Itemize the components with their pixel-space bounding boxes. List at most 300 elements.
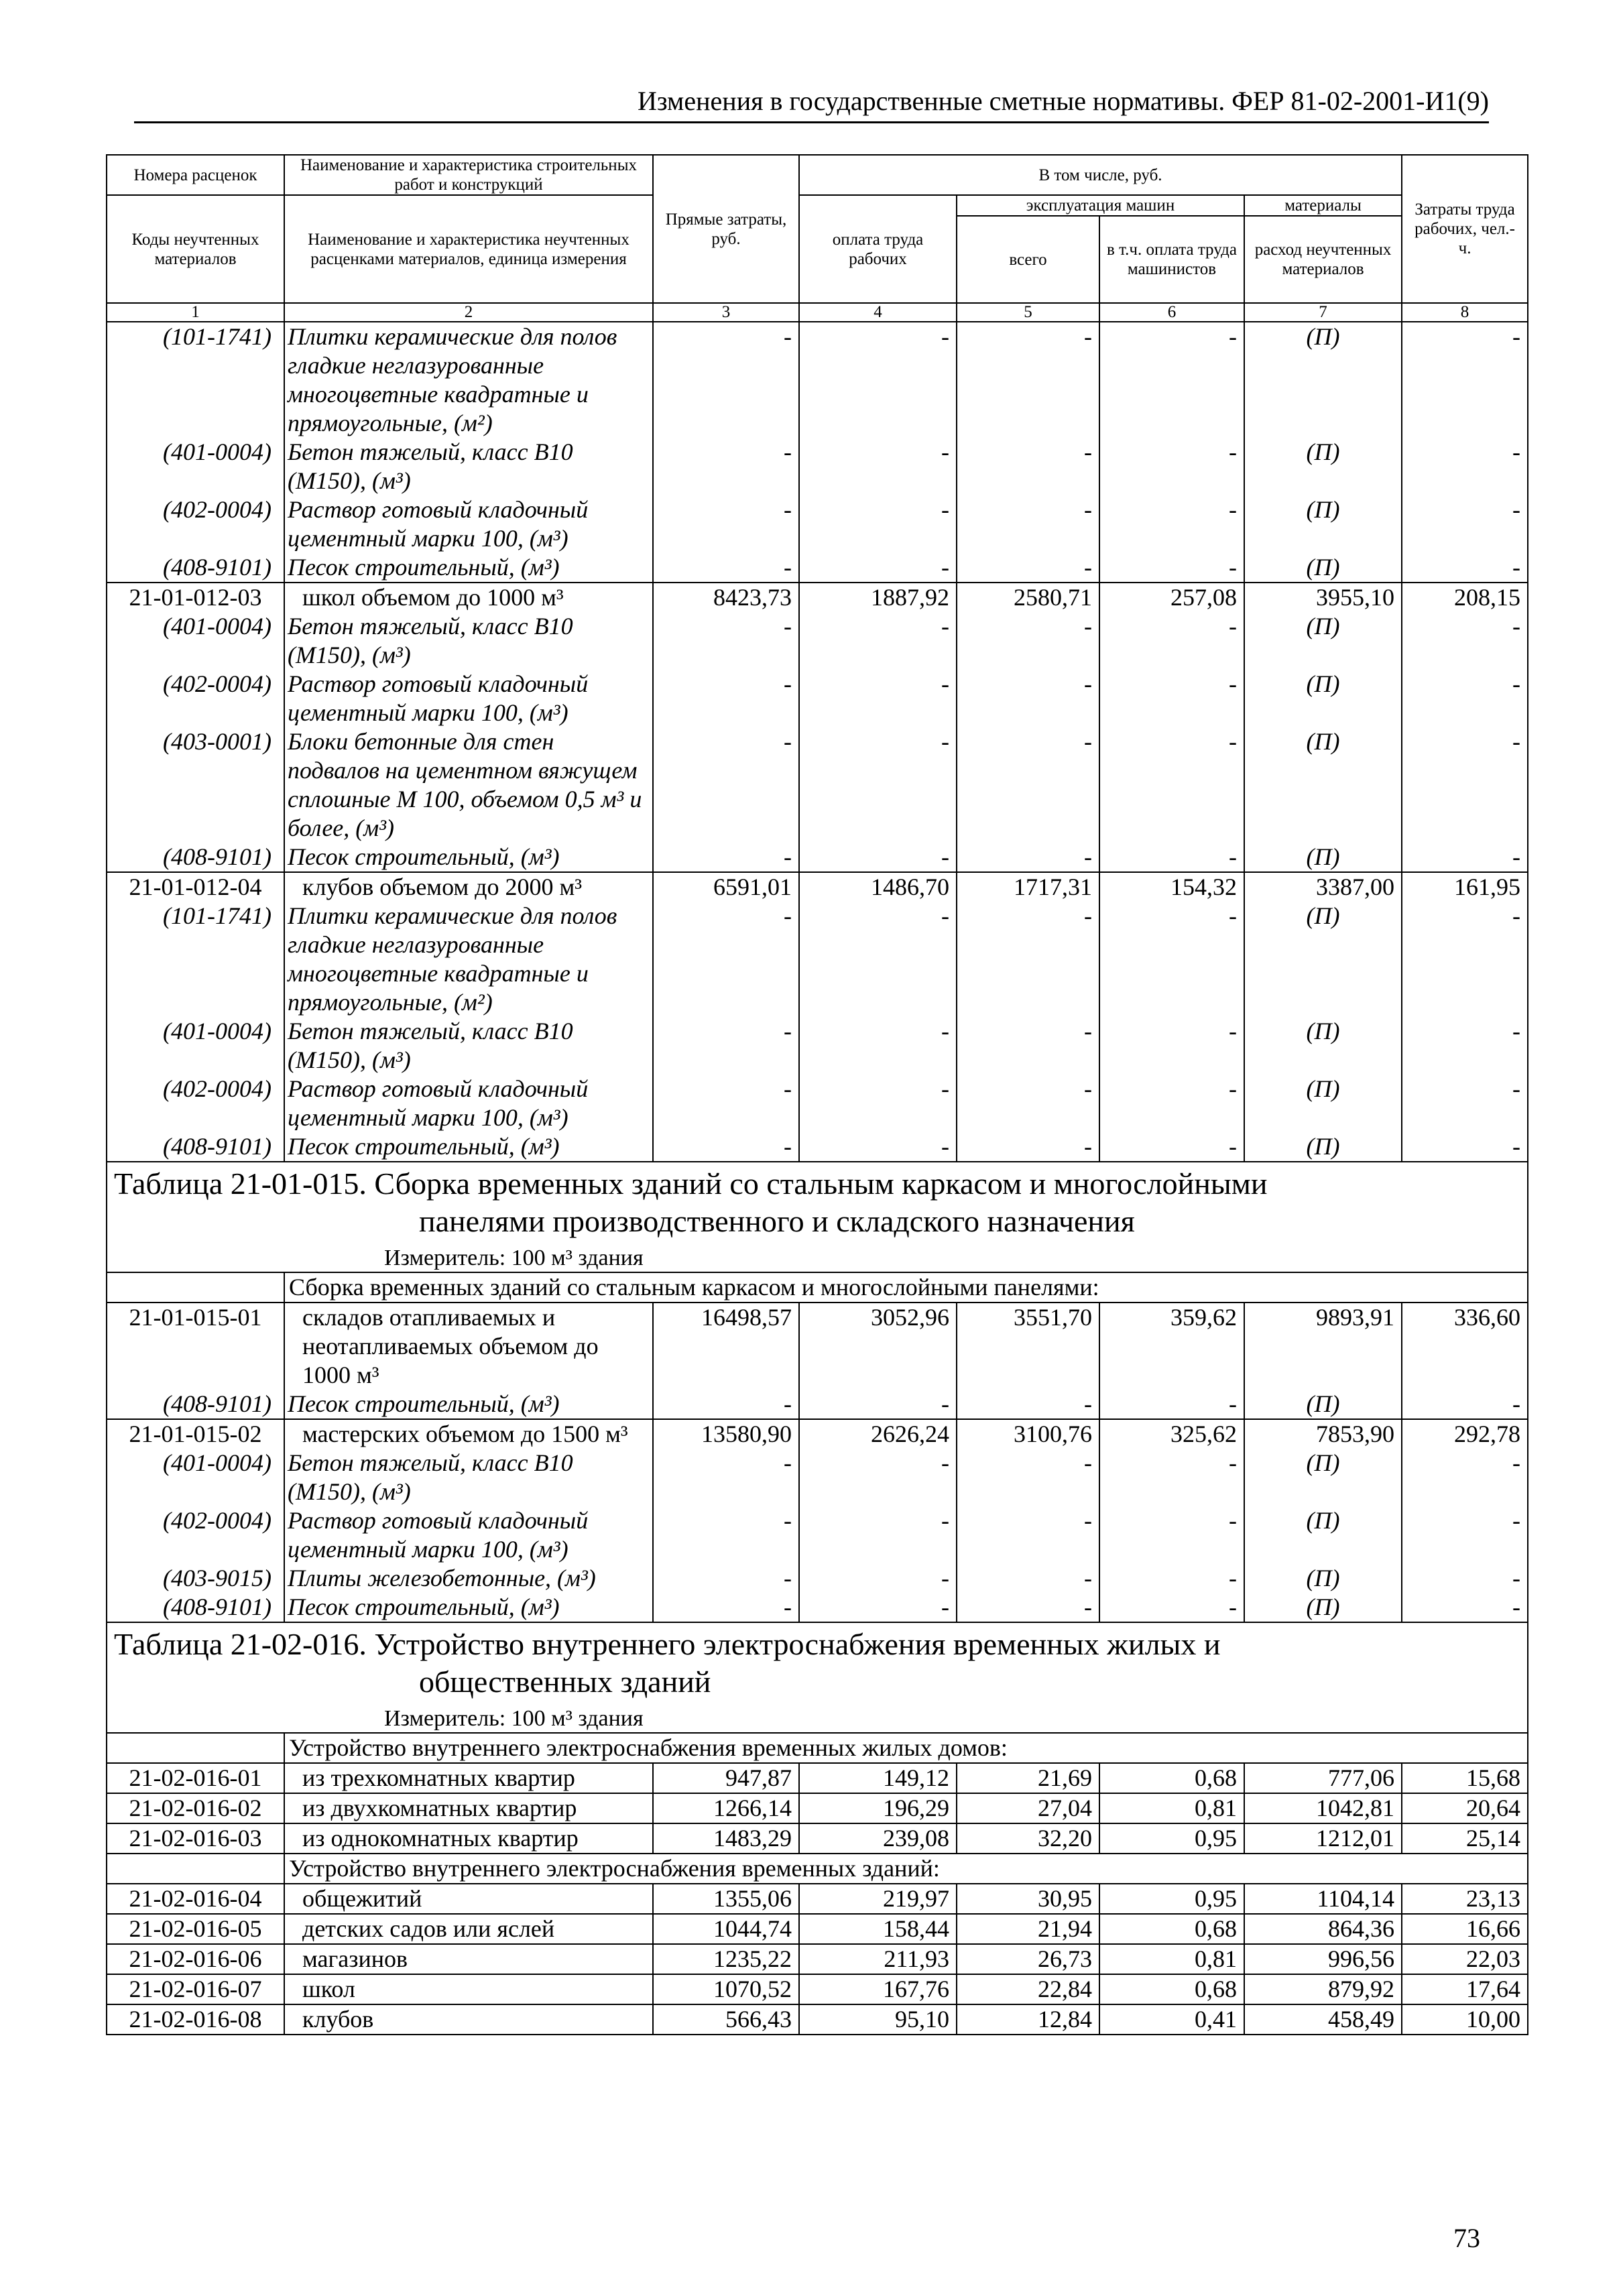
material-row (107, 495, 1528, 553)
value-cell: - (653, 438, 799, 495)
value-cell: - (957, 1075, 1099, 1132)
value-cell: 1486,70 (799, 872, 957, 902)
value-cell: - (957, 1390, 1099, 1419)
value-cell: (П) (1244, 1449, 1402, 1506)
value-cell: (П) (1244, 438, 1402, 495)
rate-name: школ объемом до 1000 м³ (284, 583, 653, 612)
value-cell: - (799, 902, 957, 1017)
rate-row (107, 1974, 1528, 2004)
material-row (107, 1075, 1528, 1132)
material-code: (402-0004) (107, 495, 284, 553)
value-cell: 211,93 (799, 1944, 957, 1974)
rate-code: 21-01-012-03 (107, 583, 284, 612)
value-cell: 208,15 (1402, 583, 1528, 612)
section-title: Устройство внутреннего электроснабжения временных жилых домов: (284, 1733, 1528, 1763)
value-cell: 1212,01 (1244, 1823, 1402, 1854)
value-cell: - (1099, 1506, 1244, 1564)
value-cell: - (1402, 1449, 1528, 1506)
value-cell: 864,36 (1244, 1914, 1402, 1944)
section-title: Устройство внутреннего электроснабжения временных зданий: (284, 1854, 1528, 1884)
value-cell: 9893,91 (1244, 1303, 1402, 1390)
value-cell: - (1402, 670, 1528, 727)
value-cell: 149,12 (799, 1763, 957, 1793)
value-cell: 23,13 (1402, 1884, 1528, 1914)
section-spacer (107, 1733, 284, 1763)
value-cell: 947,87 (653, 1763, 799, 1793)
value-cell: 154,32 (1099, 872, 1244, 902)
material-row (107, 1132, 1528, 1162)
rate-code: 21-02-016-03 (107, 1823, 284, 1854)
value-cell: (П) (1244, 1132, 1402, 1162)
rate-row (107, 583, 1528, 612)
value-cell: - (799, 1390, 957, 1419)
material-code: (401-0004) (107, 612, 284, 670)
value-cell: - (653, 727, 799, 843)
value-cell: 6591,01 (653, 872, 799, 902)
value-cell: - (799, 495, 957, 553)
value-cell: - (1402, 495, 1528, 553)
col-material-codes: Коды неучтенных материалов (107, 195, 284, 303)
value-cell: - (1099, 843, 1244, 872)
value-cell: (П) (1244, 553, 1402, 583)
value-cell: - (799, 322, 957, 438)
rate-name: школ (284, 1974, 653, 2004)
col-material-name: Наименование и характеристика неучтенных расценками материалов, единица измерения (284, 195, 653, 303)
value-cell: 13580,90 (653, 1419, 799, 1449)
value-cell: - (653, 1564, 799, 1593)
value-cell: - (653, 1506, 799, 1564)
material-code: (402-0004) (107, 1506, 284, 1564)
column-numbers-row (107, 303, 1528, 322)
table-title-line1: Таблица 21-01-015. Сборка временных зданий со стальным каркасом и многослойными (114, 1166, 1268, 1201)
value-cell: (П) (1244, 1593, 1402, 1622)
value-cell: (П) (1244, 1564, 1402, 1593)
value-cell: 161,95 (1402, 872, 1528, 902)
rate-code: 21-02-016-01 (107, 1763, 284, 1793)
value-cell: - (653, 1449, 799, 1506)
col-machinist-wages: в т.ч. оплата труда машинистов (1099, 216, 1244, 303)
value-cell: 3387,00 (1244, 872, 1402, 902)
value-cell: - (1402, 1390, 1528, 1419)
value-cell: 0,41 (1099, 2004, 1244, 2035)
col-work-name: Наименование и характеристика строительных работ и конструкций (284, 155, 653, 195)
value-cell: (П) (1244, 322, 1402, 438)
value-cell: - (1402, 902, 1528, 1017)
value-cell: - (957, 553, 1099, 583)
value-cell: 15,68 (1402, 1763, 1528, 1793)
table-title-row (107, 1622, 1528, 1703)
material-code: (408-9101) (107, 1390, 284, 1419)
material-row (107, 902, 1528, 1017)
value-cell: 359,62 (1099, 1303, 1244, 1390)
value-cell: - (799, 1017, 957, 1075)
value-cell: 0,68 (1099, 1914, 1244, 1944)
value-cell: 20,64 (1402, 1793, 1528, 1823)
value-cell: (П) (1244, 1506, 1402, 1564)
value-cell: 1266,14 (653, 1793, 799, 1823)
value-cell: - (1099, 1564, 1244, 1593)
rate-row (107, 1303, 1528, 1390)
value-cell: 7853,90 (1244, 1419, 1402, 1449)
value-cell: 3955,10 (1244, 583, 1402, 612)
value-cell: - (957, 902, 1099, 1017)
value-cell: (П) (1244, 1390, 1402, 1419)
value-cell: 30,95 (957, 1884, 1099, 1914)
value-cell: - (799, 1564, 957, 1593)
measure-cell (107, 1703, 1528, 1733)
section-title: Сборка временных зданий со стальным каркасом и многослойными панелями: (284, 1272, 1528, 1303)
value-cell: - (653, 902, 799, 1017)
value-cell: 25,14 (1402, 1823, 1528, 1854)
col-materials-consumption: расход неучтенных материалов (1244, 216, 1402, 303)
value-cell: - (1402, 727, 1528, 843)
material-row (107, 612, 1528, 670)
value-cell: (П) (1244, 1017, 1402, 1075)
value-cell: 21,69 (957, 1763, 1099, 1793)
value-cell: (П) (1244, 670, 1402, 727)
value-cell: 1235,22 (653, 1944, 799, 1974)
rate-name: клубов объемом до 2000 м³ (284, 872, 653, 902)
material-row (107, 553, 1528, 583)
rate-row (107, 1884, 1528, 1914)
value-cell: - (1402, 1017, 1528, 1075)
value-cell: 0,95 (1099, 1823, 1244, 1854)
table-title (107, 1162, 1528, 1243)
value-cell: - (1099, 553, 1244, 583)
measure-text: Измеритель: 100 м³ здания (384, 1246, 644, 1270)
value-cell: - (1402, 553, 1528, 583)
table-title (107, 1622, 1528, 1703)
col-including: В том числе, руб. (799, 155, 1402, 195)
material-row (107, 1506, 1528, 1564)
rate-name: клубов (284, 2004, 653, 2035)
value-cell: 777,06 (1244, 1763, 1402, 1793)
value-cell: - (1402, 1132, 1528, 1162)
value-cell: 1355,06 (653, 1884, 799, 1914)
value-cell: - (1402, 843, 1528, 872)
value-cell: - (653, 495, 799, 553)
material-code: (101-1741) (107, 322, 284, 438)
value-cell: 16498,57 (653, 1303, 799, 1390)
value-cell: 3052,96 (799, 1303, 957, 1390)
value-cell: - (1099, 902, 1244, 1017)
value-cell: - (1402, 1506, 1528, 1564)
value-cell: - (799, 727, 957, 843)
value-cell: - (957, 1564, 1099, 1593)
rate-code: 21-02-016-07 (107, 1974, 284, 2004)
column-number: 4 (799, 303, 957, 322)
table-header (107, 155, 1528, 322)
value-cell: 0,68 (1099, 1763, 1244, 1793)
section-spacer (107, 1272, 284, 1303)
material-name: Бетон тяжелый, класс В10 (М150), (м³) (284, 438, 653, 495)
value-cell: 1104,14 (1244, 1884, 1402, 1914)
value-cell: (П) (1244, 902, 1402, 1017)
value-cell: - (957, 670, 1099, 727)
value-cell: 10,00 (1402, 2004, 1528, 2035)
rate-code: 21-02-016-05 (107, 1914, 284, 1944)
material-row (107, 438, 1528, 495)
rate-name: из однокомнатных квартир (284, 1823, 653, 1854)
material-row (107, 1564, 1528, 1593)
value-cell: 1070,52 (653, 1974, 799, 2004)
value-cell: 1887,92 (799, 583, 957, 612)
material-code: (402-0004) (107, 1075, 284, 1132)
section-spacer (107, 1854, 284, 1884)
material-code: (402-0004) (107, 670, 284, 727)
value-cell: - (1099, 1390, 1244, 1419)
value-cell: - (1402, 1075, 1528, 1132)
value-cell: - (1099, 1132, 1244, 1162)
value-cell: 0,81 (1099, 1944, 1244, 1974)
value-cell: - (957, 843, 1099, 872)
rate-name: мастерских объемом до 1500 м³ (284, 1419, 653, 1449)
value-cell: - (653, 553, 799, 583)
value-cell: 3100,76 (957, 1419, 1099, 1449)
material-name: Песок строительный, (м³) (284, 1390, 653, 1419)
material-name: Песок строительный, (м³) (284, 553, 653, 583)
measure-cell (107, 1243, 1528, 1272)
value-cell: 257,08 (1099, 583, 1244, 612)
value-cell: - (957, 1449, 1099, 1506)
value-cell: 2626,24 (799, 1419, 957, 1449)
rate-name: из двухкомнатных квартир (284, 1793, 653, 1823)
rate-row (107, 2004, 1528, 2035)
value-cell: - (799, 670, 957, 727)
rate-row (107, 1793, 1528, 1823)
rate-code: 21-01-012-04 (107, 872, 284, 902)
col-materials: материалы (1244, 195, 1402, 216)
rate-row (107, 1914, 1528, 1944)
value-cell: 3551,70 (957, 1303, 1099, 1390)
value-cell: 1042,81 (1244, 1793, 1402, 1823)
value-cell: - (957, 495, 1099, 553)
value-cell: 22,84 (957, 1974, 1099, 2004)
value-cell: - (799, 1593, 957, 1622)
rate-row (107, 1763, 1528, 1793)
value-cell: - (653, 843, 799, 872)
material-row (107, 670, 1528, 727)
value-cell: - (1099, 322, 1244, 438)
value-cell: 158,44 (799, 1914, 957, 1944)
value-cell: 196,29 (799, 1793, 957, 1823)
value-cell: 2580,71 (957, 583, 1099, 612)
value-cell: 1483,29 (653, 1823, 799, 1854)
value-cell: - (653, 1593, 799, 1622)
value-cell: - (1402, 1593, 1528, 1622)
rate-code: 21-01-015-02 (107, 1419, 284, 1449)
value-cell: - (957, 1017, 1099, 1075)
running-header: Изменения в государственные сметные нормативы. ФЕР 81-02-2001-И1(9) (134, 84, 1489, 123)
material-name: Раствор готовый кладочный цементный марки 100, (м³) (284, 1506, 653, 1564)
col-direct-costs: Прямые затраты, руб. (653, 155, 799, 303)
value-cell: - (799, 438, 957, 495)
value-cell: 95,10 (799, 2004, 957, 2035)
rate-code: 21-02-016-04 (107, 1884, 284, 1914)
value-cell: 996,56 (1244, 1944, 1402, 1974)
value-cell: - (799, 1132, 957, 1162)
material-name: Раствор готовый кладочный цементный марки 100, (м³) (284, 670, 653, 727)
measure-row (107, 1703, 1528, 1733)
material-code: (403-0001) (107, 727, 284, 843)
value-cell: - (799, 612, 957, 670)
value-cell: 219,97 (799, 1884, 957, 1914)
value-cell: - (1402, 612, 1528, 670)
col-machines-total: всего (957, 216, 1099, 303)
value-cell: - (799, 1506, 957, 1564)
material-row (107, 843, 1528, 872)
value-cell: 16,66 (1402, 1914, 1528, 1944)
table-body (107, 322, 1528, 2035)
value-cell: - (1099, 1075, 1244, 1132)
value-cell: - (653, 1075, 799, 1132)
value-cell: 32,20 (957, 1823, 1099, 1854)
rate-row (107, 1823, 1528, 1854)
column-number: 1 (107, 303, 284, 322)
material-row (107, 1017, 1528, 1075)
material-name: Песок строительный, (м³) (284, 1132, 653, 1162)
material-row (107, 1390, 1528, 1419)
value-cell: - (1099, 670, 1244, 727)
material-name: Плитки керамические для полов гладкие неглазурованные многоцветные квадратные и прямоугольные, (м²) (284, 902, 653, 1017)
rate-row (107, 1419, 1528, 1449)
material-code: (408-9101) (107, 553, 284, 583)
rate-row (107, 1944, 1528, 1974)
value-cell: - (957, 727, 1099, 843)
material-name: Плитки керамические для полов гладкие неглазурованные многоцветные квадратные и прямоугольные, (м²) (284, 322, 653, 438)
column-number: 2 (284, 303, 653, 322)
rate-name: из трехкомнатных квартир (284, 1763, 653, 1793)
column-number: 8 (1402, 303, 1528, 322)
material-code: (401-0004) (107, 1017, 284, 1075)
table-title-line2: общественных зданий (419, 1665, 711, 1699)
table-title-row (107, 1162, 1528, 1243)
value-cell: 1044,74 (653, 1914, 799, 1944)
measure-row (107, 1243, 1528, 1272)
col-wages: оплата труда рабочих (799, 195, 957, 303)
rate-name: складов отапливаемых и неотапливаемых объемом до 1000 м³ (284, 1303, 653, 1390)
value-cell: - (957, 1132, 1099, 1162)
section-row (107, 1854, 1528, 1884)
value-cell: - (957, 322, 1099, 438)
material-code: (401-0004) (107, 1449, 284, 1506)
value-cell: 26,73 (957, 1944, 1099, 1974)
rate-name: детских садов или яслей (284, 1914, 653, 1944)
value-cell: (П) (1244, 612, 1402, 670)
material-name: Бетон тяжелый, класс В10 (М150), (м³) (284, 612, 653, 670)
rate-name: магазинов (284, 1944, 653, 1974)
value-cell: 336,60 (1402, 1303, 1528, 1390)
value-cell: (П) (1244, 727, 1402, 843)
value-cell: 0,95 (1099, 1884, 1244, 1914)
value-cell: - (957, 438, 1099, 495)
value-cell: - (1099, 727, 1244, 843)
value-cell: - (653, 612, 799, 670)
value-cell: 1717,31 (957, 872, 1099, 902)
material-code: (408-9101) (107, 1132, 284, 1162)
value-cell: (П) (1244, 495, 1402, 553)
value-cell: 566,43 (653, 2004, 799, 2035)
value-cell: 17,64 (1402, 1974, 1528, 2004)
value-cell: 325,62 (1099, 1419, 1244, 1449)
value-cell: 0,81 (1099, 1793, 1244, 1823)
rate-code: 21-02-016-08 (107, 2004, 284, 2035)
rate-code: 21-02-016-02 (107, 1793, 284, 1823)
column-number: 5 (957, 303, 1099, 322)
section-row (107, 1733, 1528, 1763)
value-cell: - (653, 670, 799, 727)
col-machines: эксплуатация машин (957, 195, 1244, 216)
value-cell: 458,49 (1244, 2004, 1402, 2035)
material-code: (401-0004) (107, 438, 284, 495)
rate-row (107, 872, 1528, 902)
value-cell: 239,08 (799, 1823, 957, 1854)
value-cell: - (653, 1390, 799, 1419)
material-row (107, 1593, 1528, 1622)
value-cell: - (1099, 438, 1244, 495)
value-cell: - (1099, 612, 1244, 670)
material-name: Песок строительный, (м³) (284, 843, 653, 872)
value-cell: - (957, 1506, 1099, 1564)
value-cell: - (653, 1132, 799, 1162)
value-cell: - (1402, 322, 1528, 438)
material-name: Бетон тяжелый, класс В10 (М150), (м³) (284, 1449, 653, 1506)
value-cell: 0,68 (1099, 1974, 1244, 2004)
value-cell: - (1099, 495, 1244, 553)
value-cell: - (1099, 1449, 1244, 1506)
table-title-line2: панелями производственного и складского назначения (419, 1204, 1135, 1238)
material-code: (101-1741) (107, 902, 284, 1017)
col-labor-costs: Затраты труда рабочих, чел.-ч. (1402, 155, 1528, 303)
value-cell: 12,84 (957, 2004, 1099, 2035)
column-number: 7 (1244, 303, 1402, 322)
column-number: 6 (1099, 303, 1244, 322)
rate-code: 21-01-015-01 (107, 1303, 284, 1390)
rates-table (106, 154, 1528, 2035)
column-number: 3 (653, 303, 799, 322)
material-code: (408-9101) (107, 843, 284, 872)
table-title-line1: Таблица 21-02-016. Устройство внутреннего электроснабжения временных жилых и (114, 1627, 1221, 1661)
material-name: Раствор готовый кладочный цементный марки 100, (м³) (284, 1075, 653, 1132)
value-cell: - (957, 612, 1099, 670)
value-cell: - (1099, 1593, 1244, 1622)
value-cell: 22,03 (1402, 1944, 1528, 1974)
value-cell: - (799, 553, 957, 583)
material-name: Раствор готовый кладочный цементный марки 100, (м³) (284, 495, 653, 553)
material-row (107, 1449, 1528, 1506)
value-cell: - (799, 843, 957, 872)
rate-code: 21-02-016-06 (107, 1944, 284, 1974)
section-row (107, 1272, 1528, 1303)
page-number: 73 (1453, 2223, 1480, 2253)
value-cell: - (1099, 1017, 1244, 1075)
value-cell: - (653, 322, 799, 438)
value-cell: 879,92 (1244, 1974, 1402, 2004)
material-code: (403-9015) (107, 1564, 284, 1593)
value-cell: - (653, 1017, 799, 1075)
value-cell: - (1402, 1564, 1528, 1593)
material-name: Блоки бетонные для стен подвалов на цементном вяжущем сплошные М 100, объемом 0,5 м³ и более, (м³) (284, 727, 653, 843)
value-cell: 292,78 (1402, 1419, 1528, 1449)
material-name: Песок строительный, (м³) (284, 1593, 653, 1622)
rate-name: общежитий (284, 1884, 653, 1914)
value-cell: 21,94 (957, 1914, 1099, 1944)
value-cell: - (799, 1449, 957, 1506)
material-code: (408-9101) (107, 1593, 284, 1622)
value-cell: 27,04 (957, 1793, 1099, 1823)
value-cell: - (957, 1593, 1099, 1622)
measure-text: Измеритель: 100 м³ здания (384, 1706, 644, 1731)
